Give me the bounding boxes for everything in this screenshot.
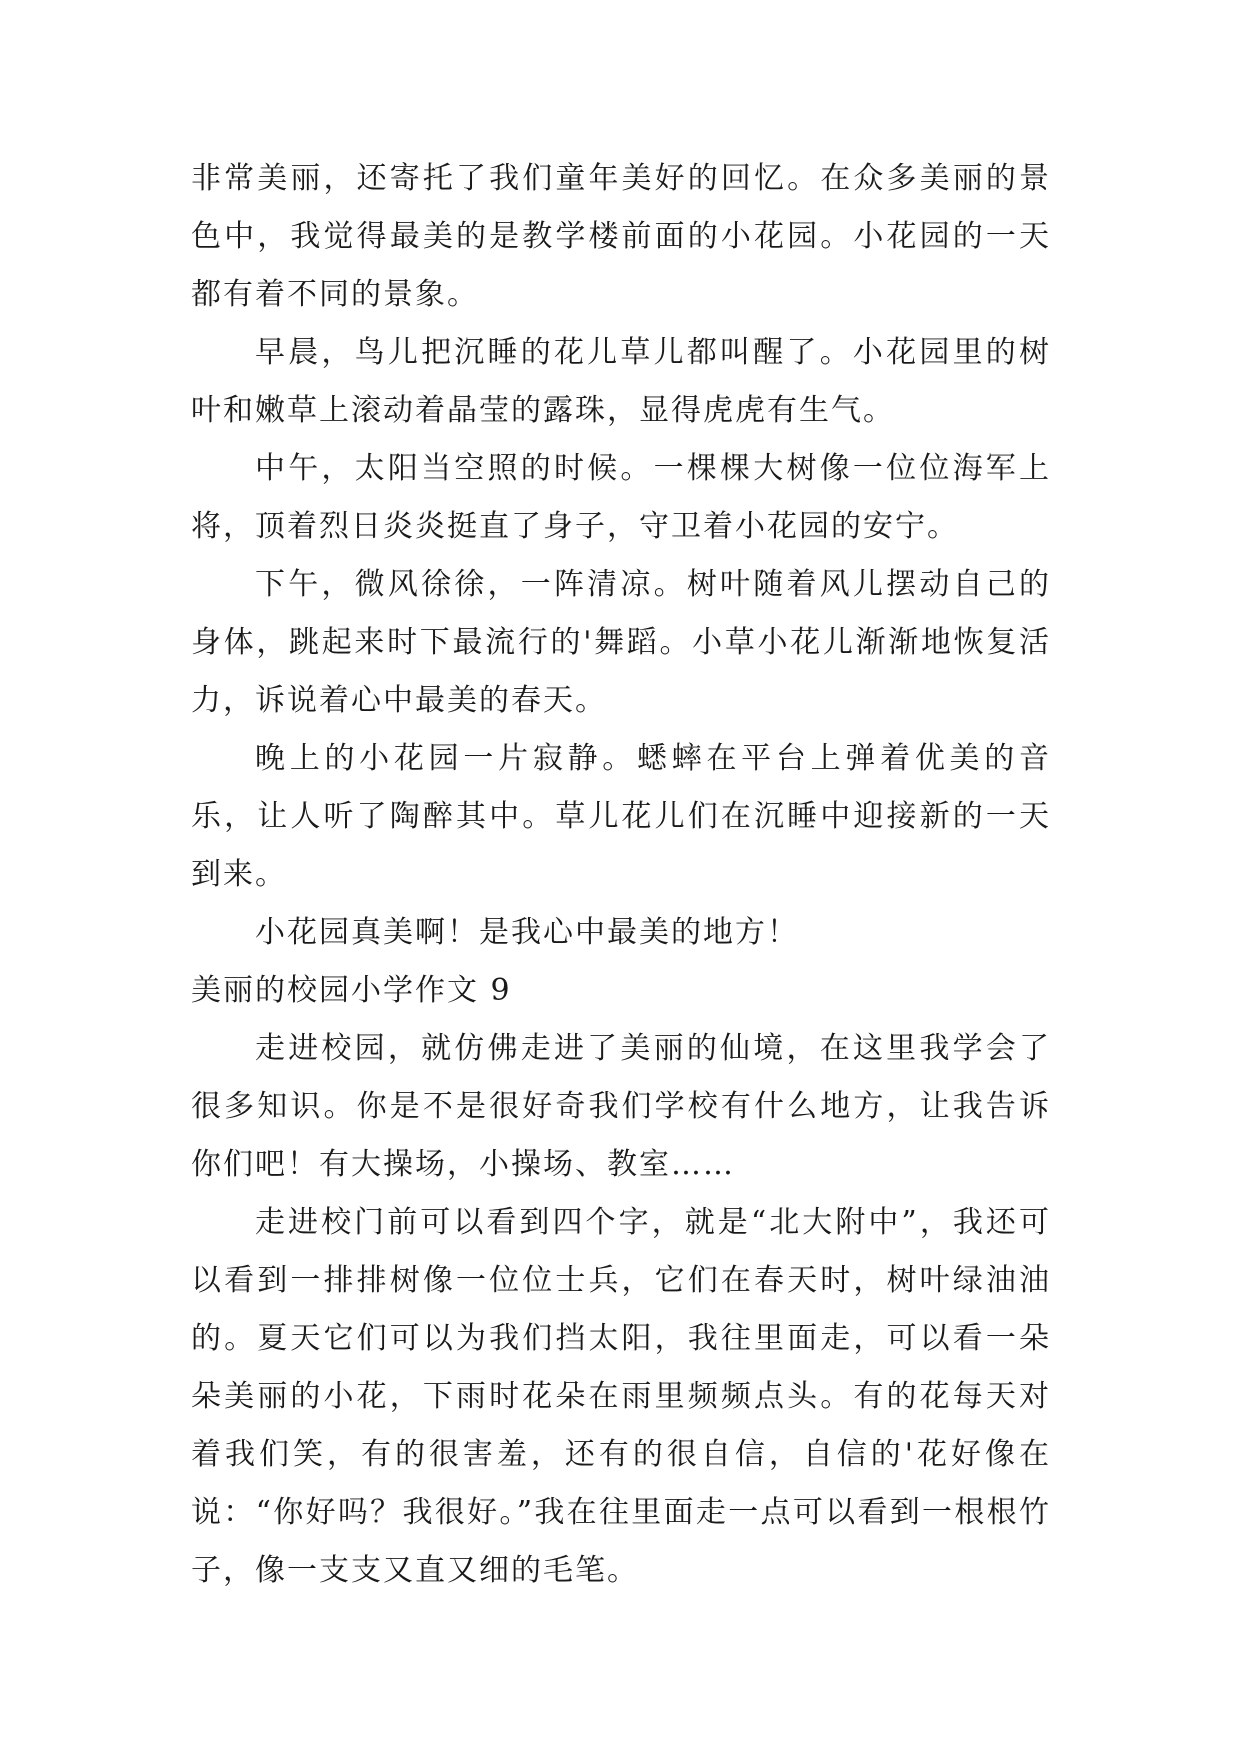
section-heading: 美丽的校园小学作文 9 — [191, 973, 512, 1008]
paragraph: 走进校门前可以看到四个字，就是“北大附中”，我还可以看到一排排树像一位位士兵，它们在春天时，树叶绿油油的。夏天它们可以为我们挡太阳，我往里面走，可以看一朵朵美丽的小花，下雨时花朵在雨里频频点头。有的花每天对着我们笑，有的很害羞，还有的很自信，自信的'花好像在说：“你好吗？我很好。”我在往里面走一点可以看到一根根竹子，像一支支又直又细的毛笔。 — [191, 1205, 1051, 1588]
paragraph: 晚上的小花园一片寂静。蟋蟀在平台上弹着优美的音乐，让人听了陶醉其中。草儿花儿们在沉睡中迎接新的一天到来。 — [191, 741, 1051, 892]
paragraph: 下午，微风徐徐，一阵清凉。树叶随着风儿摆动自己的身体，跳起来时下最流行的'舞蹈。小草小花儿渐渐地恢复活力，诉说着心中最美的春天。 — [191, 567, 1051, 718]
paragraph: 小花园真美啊！是我心中最美的地方！ — [255, 915, 799, 950]
document-page — [191, 150, 1051, 1600]
paragraph: 中午，太阳当空照的时候。一棵棵大树像一位位海军上将，顶着烈日炎炎挺直了身子，守卫着小花园的安宁。 — [191, 451, 1051, 544]
paragraph: 非常美丽，还寄托了我们童年美好的回忆。在众多美丽的景色中，我觉得最美的是教学楼前面的小花园。小花园的一天都有着不同的景象。 — [191, 161, 1051, 312]
paragraph: 走进校园，就仿佛走进了美丽的仙境，在这里我学会了很多知识。你是不是很好奇我们学校有什么地方，让我告诉你们吧！有大操场，小操场、教室…… — [191, 1031, 1051, 1182]
paragraph: 早晨，鸟儿把沉睡的花儿草儿都叫醒了。小花园里的树叶和嫩草上滚动着晶莹的露珠，显得虎虎有生气。 — [191, 335, 1051, 428]
